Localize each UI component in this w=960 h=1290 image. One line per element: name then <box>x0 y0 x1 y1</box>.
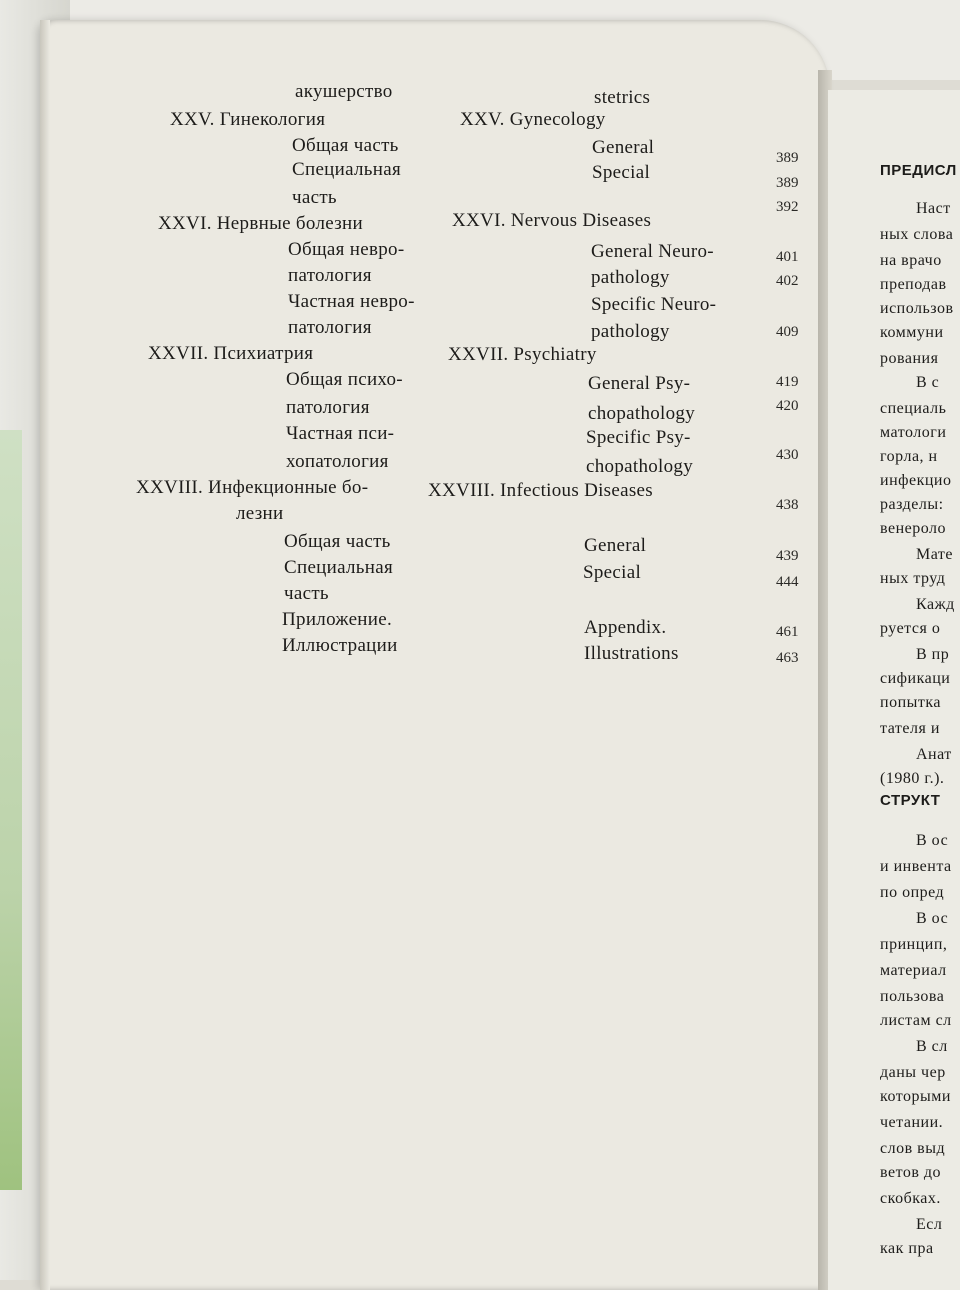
toc-en-line: Specific Neuro- <box>591 294 717 315</box>
right-page-line: на врачо <box>880 252 942 269</box>
toc-ru-line: Специальная <box>292 159 401 180</box>
right-page-line: даны чер <box>880 1064 946 1081</box>
page-number: 419 <box>776 374 799 390</box>
toc-ru-line: хопатология <box>286 451 389 472</box>
right-page-line: В пр <box>916 646 950 663</box>
right-page-line: материал <box>880 962 947 979</box>
page-number: 392 <box>776 199 799 215</box>
right-page-line: использов <box>880 300 954 317</box>
right-page-line: горла, н <box>880 448 938 465</box>
right-page-line: (1980 г.). <box>880 770 945 787</box>
right-page-line: преподав <box>880 276 947 293</box>
right-page-line: Анат <box>916 746 952 763</box>
right-page-line: сификаци <box>880 670 951 687</box>
toc-en-line: XXVIII. Infectious Diseases <box>428 480 653 501</box>
toc-en-line: Special <box>583 562 642 583</box>
right-page-line: Наст <box>916 200 951 217</box>
right-page-line: ветов до <box>880 1164 942 1181</box>
toc-ru-line: часть <box>284 583 329 604</box>
toc-en-line: Specific Psy- <box>586 427 691 448</box>
toc-ru-line: Общая часть <box>292 135 399 156</box>
toc-en-line: General Psy- <box>588 373 691 394</box>
toc-en-line: pathology <box>591 267 670 288</box>
page-number: 444 <box>776 574 799 590</box>
right-page-line: В ос <box>916 832 949 849</box>
right-page-line: слов выд <box>880 1140 946 1157</box>
right-page-line: специаль <box>880 400 947 417</box>
right-page-line: рования <box>880 350 939 367</box>
page-edge <box>40 20 50 1290</box>
page-number: 461 <box>776 624 799 640</box>
toc-ru-line: Частная пси- <box>286 423 395 444</box>
toc-en-line: Appendix. <box>584 617 667 638</box>
toc-en-line: pathology <box>591 321 670 342</box>
toc-en-line: Special <box>592 162 651 183</box>
right-page-line: по опред <box>880 884 945 901</box>
toc-ru-line: Иллюстрации <box>282 635 398 656</box>
page-number: 439 <box>776 548 799 564</box>
toc-ru-line: Общая часть <box>284 531 391 552</box>
page-number: 409 <box>776 324 799 340</box>
right-page-line: В ос <box>916 910 949 927</box>
toc-en-line: XXV. Gynecology <box>460 109 606 130</box>
right-page <box>828 90 960 1290</box>
section-heading: ПРЕДИСЛ <box>880 162 957 179</box>
toc-ru-line: патология <box>288 265 372 286</box>
right-page-line: В сл <box>916 1038 948 1055</box>
toc-en-line: stetrics <box>594 87 651 108</box>
right-page-line: листам сл <box>880 1012 952 1029</box>
right-page-line: инфекцио <box>880 472 952 489</box>
toc-en-line: XXVI. Nervous Diseases <box>452 210 652 231</box>
right-page-line: Мате <box>916 546 954 563</box>
right-page-line: пользова <box>880 988 945 1005</box>
toc-ru-line: XXVI. Нервные болезни <box>158 213 363 234</box>
toc-ru-line: патология <box>288 317 372 338</box>
toc-ru-line: лезни <box>236 503 284 524</box>
toc-ru-line: Частная невро- <box>288 291 415 312</box>
toc-ru-line: Общая невро- <box>288 239 405 260</box>
toc-ru-line: XXVII. Психиатрия <box>148 343 314 364</box>
right-page-line: которыми <box>880 1088 951 1105</box>
right-page-line: ных труд <box>880 570 946 587</box>
right-page-line: разделы: <box>880 496 944 513</box>
page-number: 438 <box>776 497 799 513</box>
page-number: 463 <box>776 650 799 666</box>
toc-ru-line: часть <box>292 187 337 208</box>
page-number: 401 <box>776 249 799 265</box>
page-number: 389 <box>776 175 799 191</box>
section-heading: СТРУКТ <box>880 792 941 809</box>
toc-en-line: General <box>584 535 647 556</box>
right-page-line: принцип, <box>880 936 948 953</box>
green-book-edge <box>0 430 22 1190</box>
toc-ru-line: Специальная <box>284 557 393 578</box>
toc-en-line: XXVII. Psychiatry <box>448 344 597 365</box>
right-page-line: четании. <box>880 1114 944 1131</box>
toc-en-line: Illustrations <box>584 643 679 664</box>
right-page-line: скобках. <box>880 1190 941 1207</box>
right-page-line: тателя и <box>880 720 940 737</box>
left-page <box>40 20 830 1290</box>
page-number: 389 <box>776 150 799 166</box>
toc-ru-line: Общая психо- <box>286 369 403 390</box>
right-page-line: матологи <box>880 424 947 441</box>
page-number: 402 <box>776 273 799 289</box>
page-number: 420 <box>776 398 799 414</box>
toc-ru-line: Приложение. <box>282 609 393 630</box>
right-page-line: и инвента <box>880 858 952 875</box>
right-page-line: коммуни <box>880 324 944 341</box>
right-page-line: как пра <box>880 1240 934 1257</box>
toc-en-line: General <box>592 137 655 158</box>
right-page-line: руется о <box>880 620 941 637</box>
right-page-line: В с <box>916 374 940 391</box>
right-page-line: попытка <box>880 694 941 711</box>
page-number: 430 <box>776 447 799 463</box>
right-page-line: Кажд <box>916 596 955 613</box>
toc-en-line: chopathology <box>586 456 694 477</box>
toc-ru-line: XXV. Гинекология <box>170 109 326 130</box>
toc-ru-line: акушерство <box>295 81 393 102</box>
right-page-line: венероло <box>880 520 946 537</box>
right-page-line: ных слова <box>880 226 954 243</box>
toc-en-line: chopathology <box>588 403 696 424</box>
toc-ru-line: патология <box>286 397 370 418</box>
toc-en-line: General Neuro- <box>591 241 714 262</box>
toc-ru-line: XXVIII. Инфекционные бо- <box>136 477 369 498</box>
right-page-line: Есл <box>916 1216 943 1233</box>
